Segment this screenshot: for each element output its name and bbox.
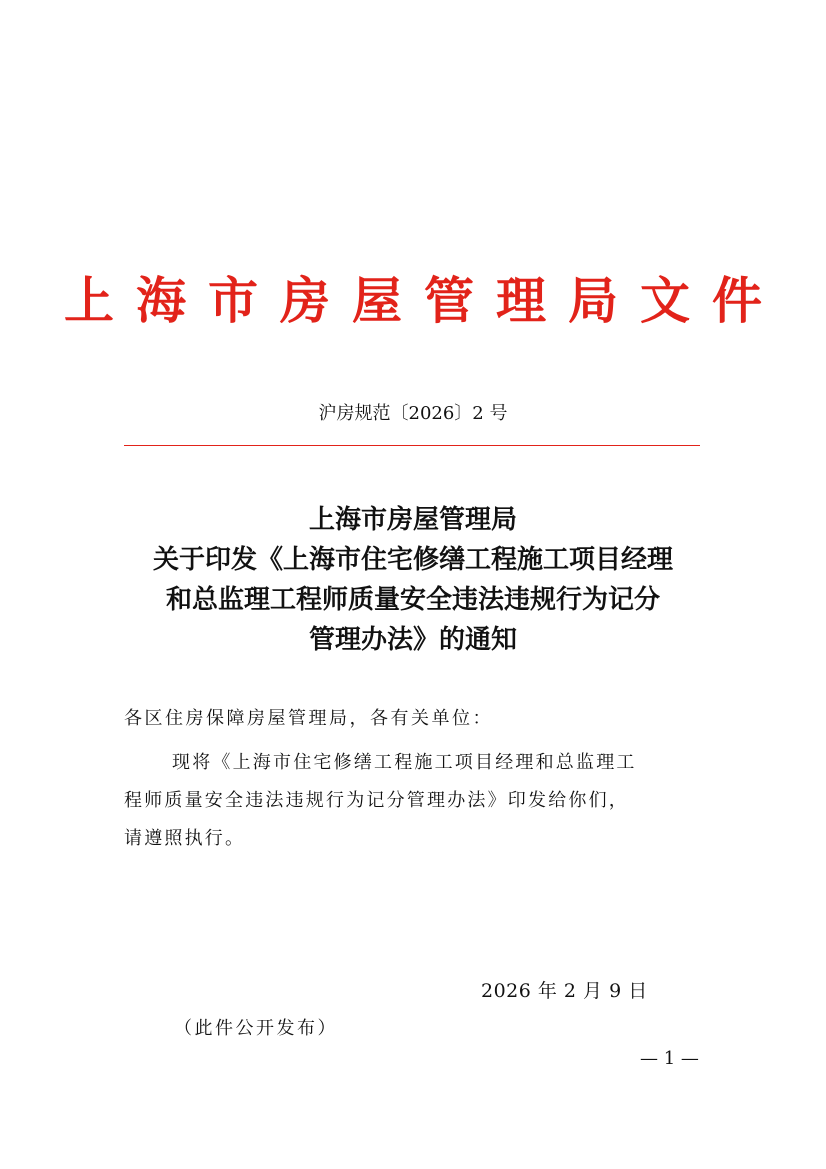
publish-note: （此件公开发布）	[174, 1018, 338, 1039]
document-number: 沪房规范〔2026〕2 号	[318, 403, 508, 424]
body-paragraph	[124, 744, 714, 858]
notice-title-line: 和总监理工程师质量安全违法违规行为记分	[165, 585, 660, 615]
page-number: — 1 —	[640, 1048, 699, 1069]
body-paragraph-line: 现将《上海市住宅修缮工程施工项目经理和总监理工	[172, 752, 637, 773]
notice-title	[100, 500, 726, 660]
issue-date: 2026 年 2 月 9 日	[481, 980, 648, 1002]
body-paragraph-line: 程师质量安全违法违规行为记分管理办法》印发给你们，	[124, 790, 629, 811]
salutation: 各区住房保障房屋管理局，各有关单位：	[124, 708, 493, 729]
notice-title-line: 关于印发《上海市住宅修缮工程施工项目经理	[152, 545, 673, 575]
red-divider-line	[124, 445, 700, 446]
notice-title-line: 上海市房屋管理局	[308, 505, 517, 535]
document-header-title: 上海市房屋管理局文件	[64, 271, 784, 330]
body-paragraph-line: 请遵照执行。	[124, 828, 246, 849]
notice-title-line: 管理办法》的通知	[308, 625, 517, 655]
